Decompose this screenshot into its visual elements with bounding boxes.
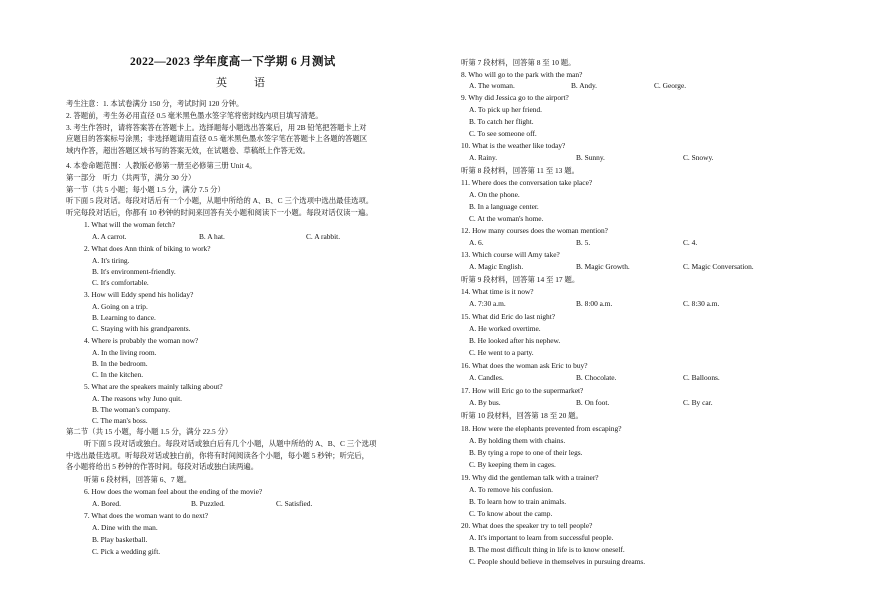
option-a: A. 6. [469,238,484,247]
option-c: C. At the woman's home. [469,214,544,223]
option-c: C. Snowy. [683,153,714,162]
option-c: C. George. [654,81,687,90]
section-instruction: 听完每段对话后，你都有 10 秒钟的时间来回答有关小题和阅读下一小题。每段对话仅读一遍。 [66,208,373,217]
option-b: B. To catch her flight. [469,117,534,126]
option-a: A. The reasons why Juno quit. [92,394,182,403]
section-instruction: 各小题将给出 5 秒钟的作答时间。每段对话或独白读两遍。 [66,462,259,471]
option-a: A. It's important to learn from successful people. [469,533,614,542]
question: 18. How were the elephants prevented from escaping? [461,424,622,433]
option-c: C. In the kitchen. [92,370,144,379]
option-a: A. The woman. [469,81,515,90]
notice-line: 域内作答，超出答题区域书写的答案无效，在试题卷、草稿纸上作答无效。 [66,146,310,155]
option-a: A. It's tiring. [92,256,130,265]
option-c: C. A rabbit. [306,232,341,241]
option-b: B. Puzzled. [191,499,225,508]
question: 2. What does Ann think of biking to work? [84,244,211,253]
option-a: A. By bus. [469,398,501,407]
option-c: C. He went to a party. [469,348,534,357]
part-heading: 第一部分 听力（共两节，满分 30 分） [66,173,196,182]
section-instruction: 中选出最佳选项。听每段对话或独白前，你将有时间阅读各个小题，每小题 5 秒钟；听完后， [66,451,370,460]
option-a: A. Magic English. [469,262,524,271]
option-a: A. To pick up her friend. [469,105,543,114]
question: 1. What will the woman fetch? [84,220,175,229]
option-a: A. Dine with the man. [92,523,158,532]
question: 5. What are the speakers mainly talking about? [84,382,223,391]
option-b: B. To learn how to train animals. [469,497,567,506]
option-b: B. Chocolate. [576,373,617,382]
option-b: B. Play basketball. [92,535,148,544]
option-c: C. By car. [683,398,713,407]
material-heading: 听第 10 段材料，回答第 18 至 20 题。 [461,411,583,420]
question: 13. Which course will Amy take? [461,250,560,259]
option-a: A. 7:30 a.m. [469,299,506,308]
option-b: B. In a language center. [469,202,539,211]
question: 10. What is the weather like today? [461,141,566,150]
question: 17. How will Eric go to the supermarket? [461,386,584,395]
option-c: C. By keeping them in cages. [469,460,556,469]
option-b: B. Learning to dance. [92,313,156,322]
exam-title: 2022—2023 学年度高一下学期 6 月测试 [130,56,336,68]
question: 9. Why did Jessica go to the airport? [461,93,569,102]
notice-line: 考生注意：1. 本试卷满分 150 分，考试时间 120 分钟。 [66,99,244,108]
option-c: C. 8:30 a.m. [683,299,720,308]
option-b: B. It's environment-friendly. [92,267,176,276]
option-a: A. Going on a trip. [92,302,148,311]
subject-title: 英 语 [216,77,273,89]
option-b: B. In the bedroom. [92,359,148,368]
section-instruction: 听下面 5 段对话或独白。每段对话或独白后有几个小题，从题中所给的 A、B、C 三个选项 [84,439,377,448]
section-instruction: 听下面 5 段对话。每段对话后有一个小题，从题中所给的 A、B、C 三个选项中选出最佳选项。 [66,196,374,205]
option-c: C. To see someone off. [469,129,537,138]
option-c: C. 4. [683,238,698,247]
option-b: B. Andy. [571,81,598,90]
option-c: C. People should believe in themselves in pursuing dreams. [469,557,646,566]
option-b: B. A hat. [199,232,225,241]
option-b: B. Sunny. [576,153,605,162]
option-c: C. Satisfied. [276,499,313,508]
option-c: C. Magic Conversation. [683,262,754,271]
option-a: A. Candles. [469,373,504,382]
option-b: B. 8:00 a.m. [576,299,613,308]
option-c: C. Pick a wedding gift. [92,547,161,556]
notice-line: 应题目的答案标号涂黑；非选择题请用直径 0.5 毫米黑色墨水签字笔在答题卡上各题的答题区 [66,134,368,143]
option-b: B. By tying a rope to one of their legs. [469,448,583,457]
section-heading: 第一节（共 5 小题；每小题 1.5 分，满分 7.5 分） [66,185,225,194]
material-heading: 听第 7 段材料，回答第 8 至 10 题。 [461,58,576,67]
question: 3. How will Eddy spend his holiday? [84,290,194,299]
question: 19. Why did the gentleman talk with a trainer? [461,473,599,482]
material-heading: 听第 9 段材料，回答第 14 至 17 题。 [461,275,580,284]
option-a: A. In the living room. [92,348,157,357]
option-a: A. On the phone. [469,190,520,199]
option-b: B. Magic Growth. [576,262,630,271]
question: 6. How does the woman feel about the ending of the movie? [84,487,263,496]
question: 16. What does the woman ask Eric to buy? [461,361,588,370]
option-b: B. The most difficult thing in life is to know oneself. [469,545,625,554]
option-b: B. He looked after his nephew. [469,336,561,345]
question: 20. What does the speaker try to tell people? [461,521,593,530]
option-c: C. Staying with his grandparents. [92,324,191,333]
question: 8. Who will go to the park with the man? [461,70,583,79]
question: 7. What does the woman want to do next? [84,511,209,520]
option-b: B. On foot. [576,398,610,407]
option-c: C. To know about the camp. [469,509,553,518]
option-c: C. It's comfortable. [92,278,149,287]
option-c: C. Balloons. [683,373,720,382]
option-a: A. A carrot. [92,232,127,241]
notice-line: 2. 答题前，考生务必用直径 0.5 毫米黑色墨水签字笔将密封线内项目填写清楚。 [66,111,323,120]
notice-line: 4. 本卷命题范围：人教版必修第一册至必修第三册 Unit 4。 [66,161,257,170]
option-a: A. To remove his confusion. [469,485,553,494]
section-heading: 第二节（共 15 小题，每小题 1.5 分，满分 22.5 分） [66,427,233,436]
question: 15. What did Eric do last night? [461,312,556,321]
question: 4. Where is probably the woman now? [84,336,199,345]
question: 11. Where does the conversation take place? [461,178,593,187]
option-b: B. The woman's company. [92,405,171,414]
material-heading: 听第 6 段材料，回答第 6、7 题。 [84,475,192,484]
option-a: A. He worked overtime. [469,324,541,333]
question: 12. How many courses does the woman mention? [461,226,608,235]
option-a: A. Rainy. [469,153,498,162]
notice-line: 3. 考生作答时，请将答案答在答题卡上。选择题每小题选出答案后，用 2B 铅笔把答题卡上对 [66,123,367,132]
material-heading: 听第 8 段材料，回答第 11 至 13 题。 [461,166,579,175]
option-a: A. Bored. [92,499,121,508]
question: 14. What time is it now? [461,287,534,296]
option-a: A. By holding them with chains. [469,436,566,445]
option-b: B. 5. [576,238,591,247]
option-c: C. The man's boss. [92,416,148,425]
